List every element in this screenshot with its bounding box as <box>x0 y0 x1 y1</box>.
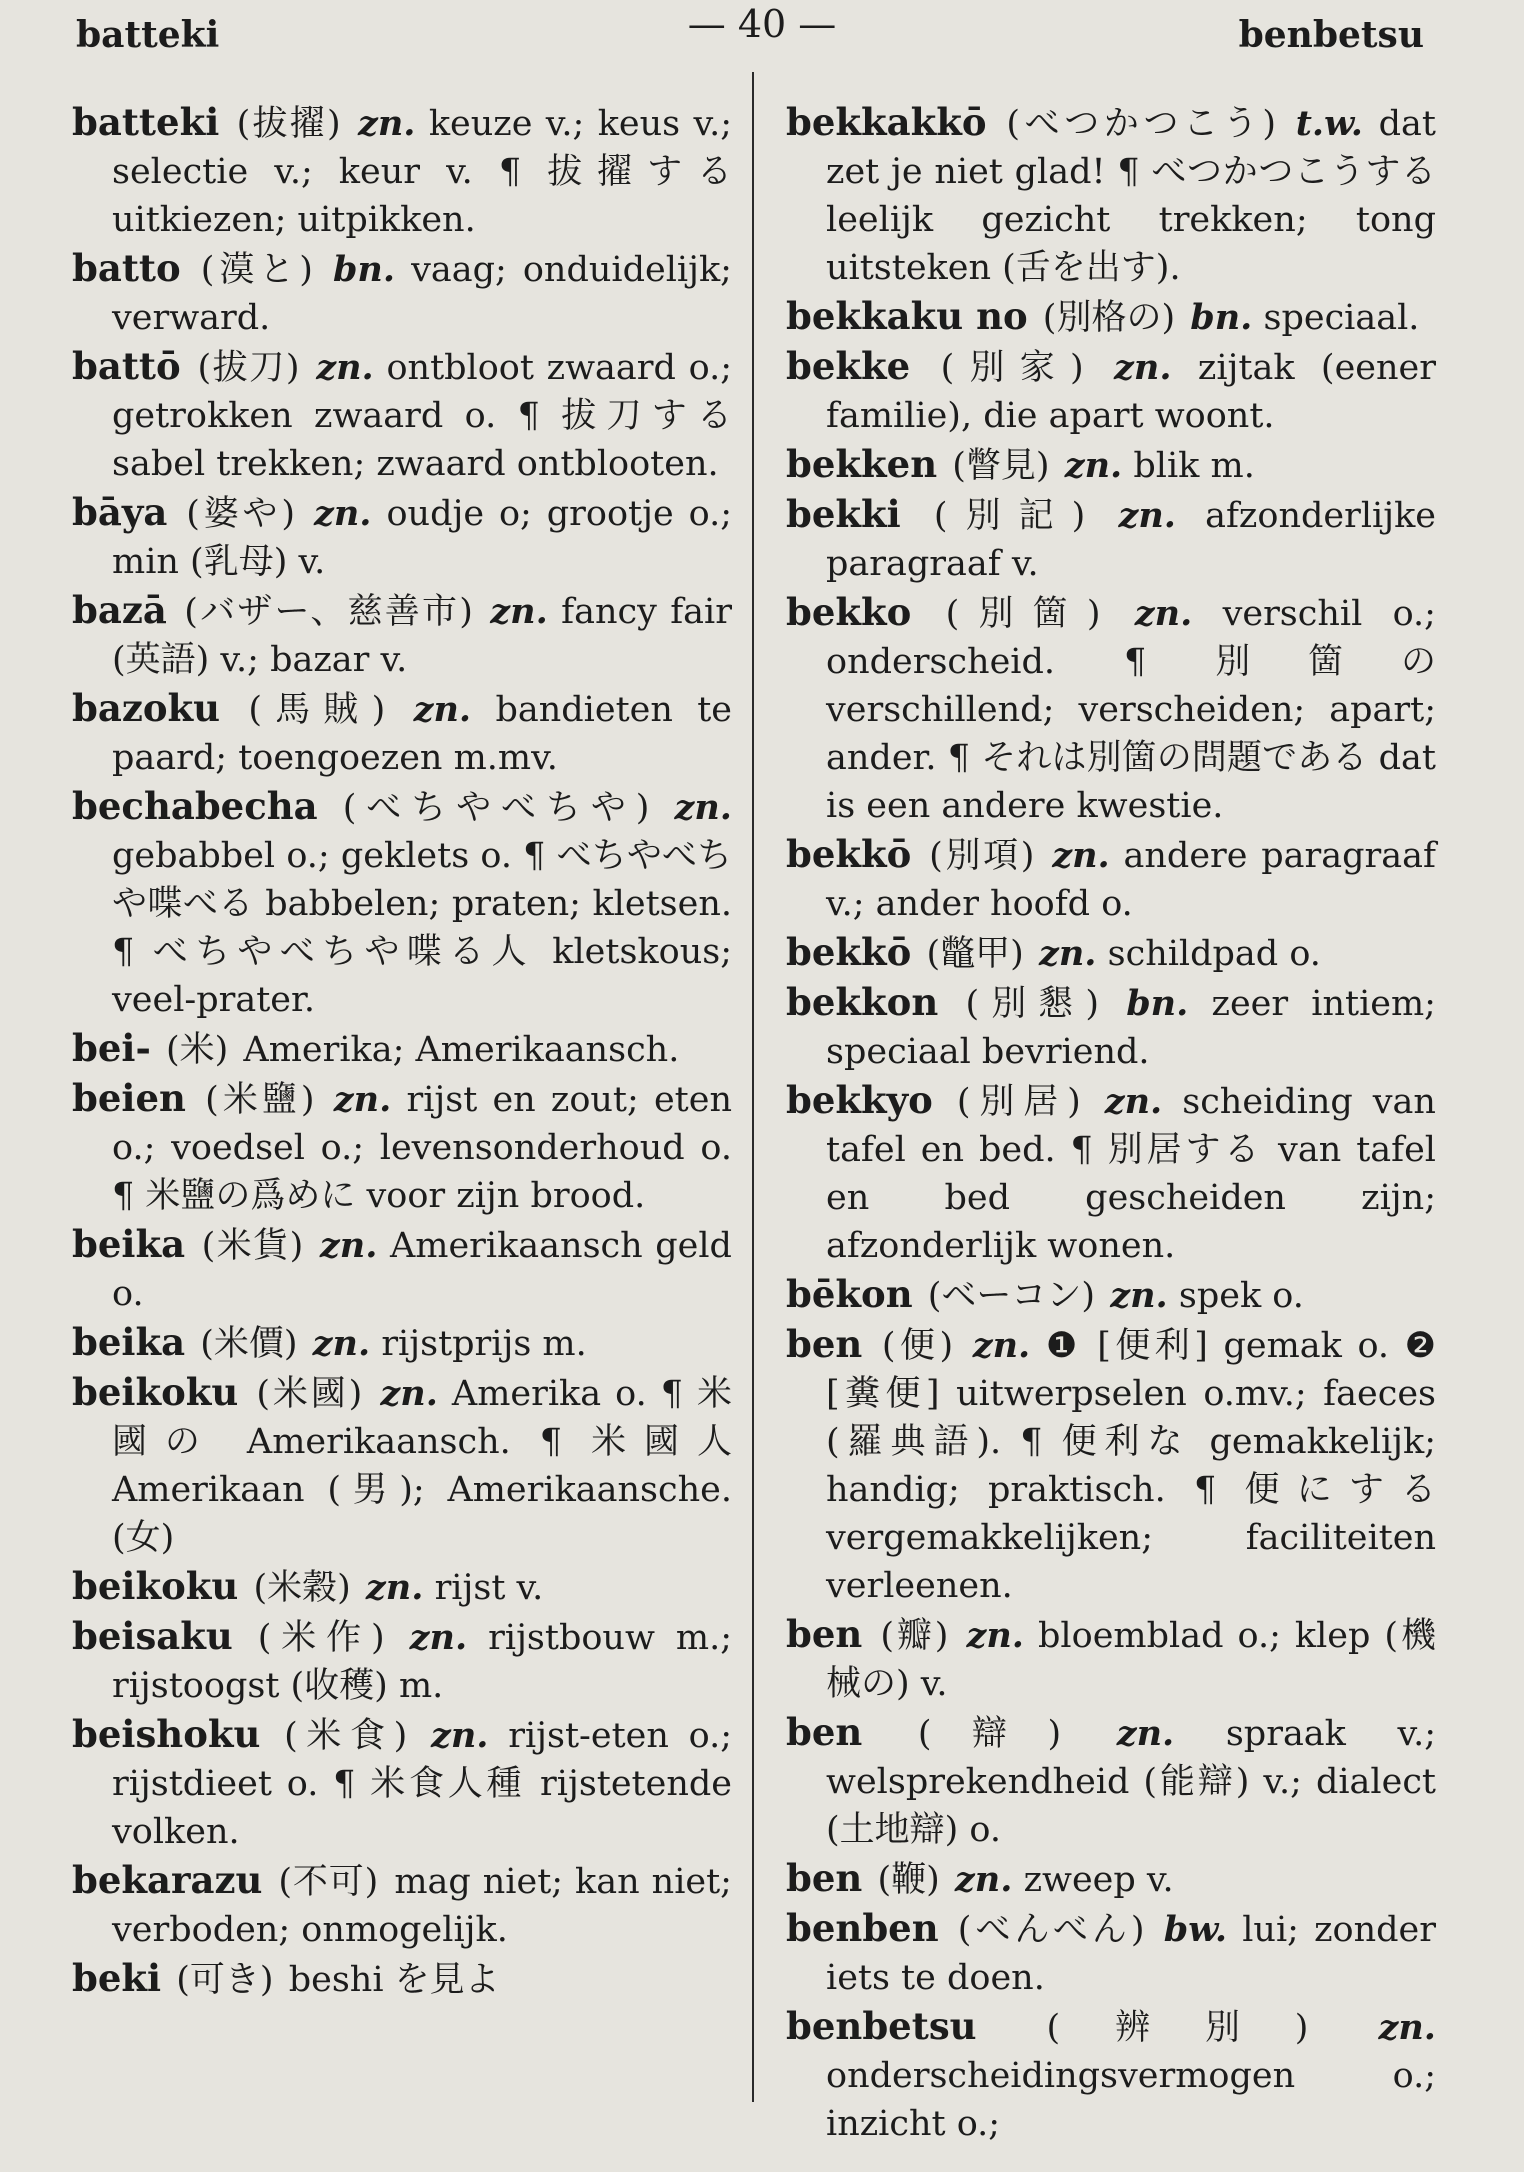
entry-definition: scheiding van tafel en bed. ¶ 別居する van tafel en bed gescheiden zijn; afzonderlijk wonen. <box>826 1082 1436 1266</box>
entry-headword: bekkō <box>786 930 912 974</box>
left-guide-word: batteki <box>76 14 220 56</box>
entry-definition: blik m. <box>1133 446 1255 486</box>
entry-part-of-speech: zn. <box>316 347 374 388</box>
entry-headword: batteki <box>72 100 220 144</box>
dictionary-entry <box>786 588 1436 830</box>
entry-definition: zeer intiem; speciaal bevriend. <box>826 984 1436 1072</box>
entry-headword: bekkakkō <box>786 100 987 144</box>
page-number: — 40 — <box>687 2 837 46</box>
entry-definition: verschil o.; onderscheid. ¶ 別箇の verschillend; verscheiden; apart; ander. ¶ それは別箇の問題である dat is een andere kwestie. <box>826 594 1436 826</box>
dictionary-entry <box>786 978 1436 1076</box>
entry-definition: rijstprijs m. <box>381 1324 587 1364</box>
entry-headword: bekki <box>786 492 901 536</box>
dictionary-entry <box>72 1612 732 1710</box>
entry-kanji: (漠と) <box>200 250 313 290</box>
entry-definition: rijst v. <box>434 1568 544 1608</box>
entry-kanji: (べちやべちや) <box>342 788 650 828</box>
entry-headword: beishoku <box>72 1712 261 1756</box>
entry-kanji: (別格の) <box>1042 298 1176 338</box>
entry-headword: benben <box>786 1906 939 1950</box>
entry-kanji: (馬賊) <box>248 690 386 730</box>
entry-kanji: (婆や) <box>186 494 296 534</box>
entry-definition: schildpad o. <box>1107 934 1321 974</box>
entry-part-of-speech: zn. <box>966 1615 1024 1656</box>
entry-headword: bekarazu <box>72 1858 263 1902</box>
entry-kanji: (可き) <box>176 1960 274 2000</box>
entry-headword: bēkon <box>786 1272 913 1316</box>
entry-kanji: (別記) <box>933 496 1086 536</box>
left-column <box>72 98 732 2004</box>
entry-kanji: (べつかつこう) <box>1006 104 1276 144</box>
dictionary-entry <box>786 928 1436 978</box>
entry-headword: beisaku <box>72 1614 233 1658</box>
dictionary-entry <box>786 98 1436 292</box>
entry-headword: ben <box>786 1856 863 1900</box>
entry-headword: bekkō <box>786 832 912 876</box>
entry-part-of-speech: zn. <box>1118 495 1176 536</box>
entry-headword: bekke <box>786 344 911 388</box>
dictionary-entry <box>72 1024 732 1074</box>
entry-headword: beien <box>72 1076 186 1120</box>
entry-kanji: (米) <box>165 1030 229 1070</box>
dictionary-entry <box>72 1220 732 1318</box>
entry-headword: bechabecha <box>72 784 318 828</box>
entry-part-of-speech: zn. <box>1114 347 1172 388</box>
entry-definition: rijstbouw m.; rijstoogst (收穫) m. <box>112 1618 732 1706</box>
entry-definition: ontbloot zwaard o.; getrokken zwaard o. ¶ 拔刀する sabel trekken; zwaard ontblooten. <box>112 348 732 484</box>
entry-headword: bazoku <box>72 686 221 730</box>
entry-headword: beki <box>72 1956 162 2000</box>
entry-headword: bei- <box>72 1026 151 1070</box>
dictionary-entry <box>786 1904 1436 2002</box>
entry-kanji: (拔擢) <box>236 104 341 144</box>
entry-headword: bāya <box>72 490 168 534</box>
entry-kanji: (米國) <box>256 1374 363 1414</box>
entry-part-of-speech: zn. <box>972 1325 1031 1366</box>
entry-headword: beika <box>72 1320 186 1364</box>
entry-kanji: (鼈甲) <box>926 934 1024 974</box>
entry-kanji: (別居) <box>956 1082 1081 1122</box>
entry-part-of-speech: bn. <box>332 249 396 290</box>
entry-headword: bekkon <box>786 980 939 1024</box>
entry-kanji: (別家) <box>940 348 1084 388</box>
entry-kanji: (辨別) <box>1046 2008 1309 2048</box>
entry-definition: rijst-eten o.; rijstdieet o. ¶ 米食人種 rijstetende volken. <box>112 1716 732 1852</box>
entry-definition: vaag; onduidelijk; verward. <box>112 250 732 338</box>
entry-part-of-speech: zn. <box>1116 1713 1175 1754</box>
entry-part-of-speech: zn. <box>313 493 372 534</box>
entry-part-of-speech: zn. <box>333 1079 392 1120</box>
dictionary-entry <box>786 1270 1436 1320</box>
entry-definition: lui; zonder iets te doen. <box>826 1910 1436 1998</box>
entry-headword: benbetsu <box>786 2004 977 2048</box>
entry-kanji: (ベーコン) <box>927 1276 1096 1316</box>
dictionary-entry <box>72 1368 732 1562</box>
entry-part-of-speech: zn. <box>1038 933 1097 974</box>
entry-kanji: (別箇) <box>945 594 1101 634</box>
entry-definition: andere paragraaf v.; ander hoofd o. <box>826 836 1436 924</box>
entry-part-of-speech: zn. <box>357 103 416 144</box>
right-guide-word: benbetsu <box>1238 14 1424 56</box>
entry-kanji: (瓣) <box>880 1616 949 1656</box>
entry-headword: ben <box>786 1710 863 1754</box>
entry-part-of-speech: zn. <box>1134 593 1193 634</box>
entry-definition: afzonderlijke paragraaf v. <box>826 496 1436 584</box>
dictionary-entry <box>72 1856 732 1954</box>
dictionary-entry <box>72 98 732 244</box>
page-header <box>0 0 1524 70</box>
entry-part-of-speech: zn. <box>413 689 472 730</box>
entry-kanji: (便) <box>881 1326 954 1366</box>
entry-part-of-speech: bn. <box>1126 983 1189 1024</box>
entry-part-of-speech: zn. <box>365 1567 424 1608</box>
entry-kanji: (米食) <box>284 1716 408 1756</box>
dictionary-entry <box>72 244 732 342</box>
entry-part-of-speech: zn. <box>409 1617 468 1658</box>
entry-headword: bazā <box>72 588 167 632</box>
entry-definition: mag niet; kan niet; verboden; onmogelijk. <box>112 1862 732 1950</box>
dictionary-entry <box>72 1318 732 1368</box>
entry-definition: bloemblad o.; klep (機械の) v. <box>826 1616 1436 1704</box>
entry-part-of-speech: zn. <box>1378 2007 1436 2048</box>
entry-kanji: (米鹽) <box>205 1080 315 1120</box>
entry-headword: bekkyo <box>786 1078 933 1122</box>
entry-kanji: (米穀) <box>253 1568 351 1608</box>
entry-kanji: (米價) <box>200 1324 298 1364</box>
entry-kanji: (辯) <box>917 1714 1062 1754</box>
entry-definition: spek o. <box>1178 1276 1304 1316</box>
dictionary-entry <box>72 782 732 1024</box>
dictionary-entry <box>786 342 1436 440</box>
entry-part-of-speech: zn. <box>380 1373 438 1414</box>
entry-headword: beika <box>72 1222 186 1266</box>
column-divider <box>752 72 754 2102</box>
entry-part-of-speech: zn. <box>490 591 548 632</box>
dictionary-entry <box>786 490 1436 588</box>
entry-definition: rijst en zout; eten o.; voedsel o.; levensonderhoud o. ¶ 米鹽の爲めに voor zijn brood. <box>112 1080 732 1216</box>
entry-part-of-speech: zn. <box>1064 445 1123 486</box>
entry-definition: gebabbel o.; geklets o. ¶ べちやべちや喋べる babbelen; praten; kletsen. ¶ べちやべちや喋る人 kletskous; veel-prater. <box>112 836 732 1020</box>
dictionary-entry <box>72 586 732 684</box>
entry-definition: ❶ [便利] gemak o. ❷ [糞便] uitwerpselen o.mv.; faeces (羅典語). ¶ 便利な gemakkelijk; handig; praktisch. ¶ 便にする vergemakkelijken; faciliteiten verleenen. <box>826 1326 1436 1606</box>
entry-definition: oudje o; grootje o.; min (乳母) v. <box>112 494 732 582</box>
entry-headword: beikoku <box>72 1564 239 1608</box>
entry-headword: ben <box>786 1612 863 1656</box>
dictionary-entry <box>786 1854 1436 1904</box>
entry-part-of-speech: bn. <box>1190 297 1253 338</box>
dictionary-entry <box>786 1076 1436 1270</box>
entry-headword: beikoku <box>72 1370 239 1414</box>
entry-kanji: (米貨) <box>201 1226 304 1266</box>
entry-definition: spraak v.; welsprekendheid (能辯) v.; dialect (土地辯) o. <box>826 1714 1437 1850</box>
entry-definition: onderscheidingsvermogen o.; inzicht o.; <box>826 2056 1436 2144</box>
entry-headword: ben <box>786 1322 863 1366</box>
entry-kanji: (不可) <box>278 1862 379 1902</box>
dictionary-entry <box>72 684 732 782</box>
entry-kanji: (バザー、慈善市) <box>184 592 473 632</box>
entry-definition: Amerikaansch geld o. <box>112 1226 732 1314</box>
entry-kanji: (別懇) <box>965 984 1099 1024</box>
right-column <box>786 98 1436 2148</box>
entry-part-of-speech: zn. <box>674 787 732 828</box>
entry-headword: batto <box>72 246 181 290</box>
entry-definition: bandieten te paard; toengoezen m.mv. <box>112 690 732 778</box>
dictionary-entry <box>786 440 1436 490</box>
dictionary-entry <box>786 1320 1436 1610</box>
dictionary-entry <box>72 342 732 488</box>
entry-kanji: (米作) <box>257 1618 385 1658</box>
entry-kanji: (鞭) <box>877 1860 940 1900</box>
entry-part-of-speech: zn. <box>1104 1081 1163 1122</box>
entry-kanji: (瞥見) <box>952 446 1050 486</box>
entry-part-of-speech: bw. <box>1163 1909 1228 1950</box>
dictionary-entry <box>786 830 1436 928</box>
entry-definition: dat zet je niet glad! ¶ べつかつこうする leelijk gezicht trekken; tong uitsteken (舌を出す). <box>826 104 1436 288</box>
dictionary-entry <box>72 1954 732 2004</box>
dictionary-entry <box>786 2002 1436 2148</box>
entry-definition: zijtak (eener familie), die apart woont. <box>826 348 1436 436</box>
entry-part-of-speech: zn. <box>430 1715 489 1756</box>
entry-definition: Amerika; Amerikaansch. <box>243 1030 680 1070</box>
dictionary-entry <box>72 1562 732 1612</box>
entry-headword: bekko <box>786 590 912 634</box>
entry-part-of-speech: zn. <box>1110 1275 1168 1316</box>
entry-headword: battō <box>72 344 181 388</box>
entry-headword: bekken <box>786 442 938 486</box>
entry-headword: bekkaku no <box>786 294 1028 338</box>
dictionary-entry <box>72 488 732 586</box>
entry-part-of-speech: zn. <box>319 1225 378 1266</box>
entry-definition: beshi を見よ <box>288 1960 500 2000</box>
entry-part-of-speech: zn. <box>312 1323 371 1364</box>
dictionary-entry <box>786 1610 1436 1708</box>
entry-kanji: (拔刀) <box>197 348 300 388</box>
entry-part-of-speech: zn. <box>954 1859 1013 1900</box>
dictionary-entry <box>72 1710 732 1856</box>
dictionary-entry <box>72 1074 732 1220</box>
entry-kanji: (べんべん) <box>957 1910 1145 1950</box>
dictionary-entry <box>786 292 1436 342</box>
entry-part-of-speech: t.w. <box>1295 103 1363 144</box>
entry-definition: keuze v.; keus v.; selectie v.; keur v. ¶ 拔擢する uitkiezen; uitpikken. <box>112 104 732 240</box>
dictionary-entry <box>786 1708 1436 1854</box>
entry-definition: speciaal. <box>1263 298 1420 338</box>
entry-definition: fancy fair (英語) v.; bazar v. <box>112 592 732 680</box>
entry-kanji: (別項) <box>929 836 1035 876</box>
entry-definition: Amerika o. ¶ 米國の Amerikaansch. ¶ 米國人 Amerikaan (男); Amerikaansche. (女) <box>112 1374 732 1558</box>
entry-part-of-speech: zn. <box>1052 835 1110 876</box>
entry-definition: zweep v. <box>1023 1860 1174 1900</box>
